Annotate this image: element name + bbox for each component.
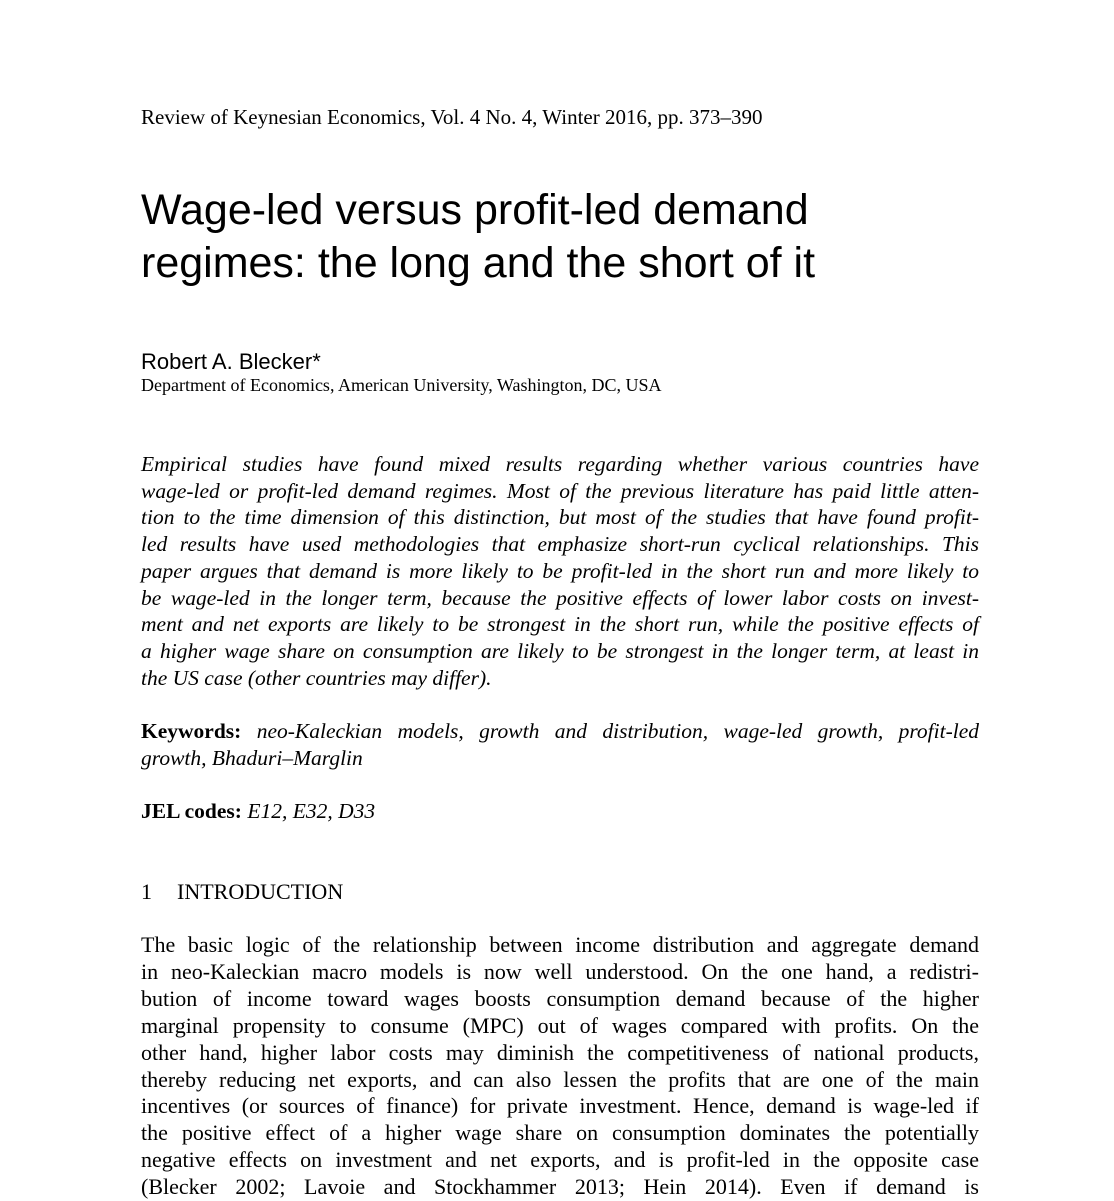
section-number: 1 <box>141 879 152 904</box>
abstract-line: wage-led or profit-led demand regimes. Most of the previous literature has paid little atten- <box>141 478 979 503</box>
body-line: the positive effect of a higher wage share on consumption dominates the potentially <box>141 1120 979 1146</box>
keywords-list-continued: growth, Bhaduri–Marglin <box>141 745 363 770</box>
body-line: other hand, higher labor costs may diminish the competitiveness of national products, <box>141 1039 979 1065</box>
abstract <box>141 451 979 691</box>
keywords-block <box>141 718 979 771</box>
body-line: in neo-Kaleckian macro models is now well understood. On the one hand, a redistri- <box>141 958 979 984</box>
jel-codes-block <box>141 798 375 825</box>
body-line: thereby reducing net exports, and can also lessen the profits that are one of the main <box>141 1066 979 1092</box>
jel-codes: E12, E32, D33 <box>247 799 376 823</box>
keywords-list: neo-Kaleckian models, growth and distribution, wage-led growth, profit-led <box>256 719 980 743</box>
journal-header: Review of Keynesian Economics, Vol. 4 No. 4, Winter 2016, pp. 373–390 <box>141 105 763 129</box>
abstract-line: ment and net exports are likely to be strongest in the short run, while the positive effects of <box>141 612 979 637</box>
body-line: The basic logic of the relationship between income distribution and aggregate demand <box>141 932 979 957</box>
author-name: Robert A. Blecker* <box>141 349 321 374</box>
body-line: (Blecker 2002; Lavoie and Stockhammer 2013; Hein 2014). Even if demand is <box>141 1174 979 1200</box>
body-line: negative effects on investment and net exports, and is profit-led in the opposite case <box>141 1147 979 1173</box>
author-affiliation: Department of Economics, American University, Washington, DC, USA <box>141 375 662 395</box>
title-line: regimes: the long and the short of it <box>141 239 816 287</box>
keywords-label: Keywords: <box>141 719 242 743</box>
abstract-line: paper argues that demand is more likely to be profit-led in the short run and more likely to <box>141 558 979 583</box>
body-line: incentives (or sources of finance) for private investment. Hence, demand is wage-led if <box>141 1093 979 1119</box>
abstract-line: the US case (other countries may differ). <box>141 665 492 690</box>
abstract-line: tion to the time dimension of this distinction, but most of the studies that have found profit- <box>141 505 979 530</box>
paper-title <box>141 184 979 290</box>
section-heading <box>141 878 343 906</box>
introduction-text <box>141 932 979 1201</box>
body-line: bution of income toward wages boosts consumption demand because of the higher <box>141 985 979 1011</box>
abstract-line: led results have used methodologies that emphasize short-run cyclical relationships. This <box>141 532 979 557</box>
abstract-line: Empirical studies have found mixed results regarding whether various countries have <box>141 452 979 476</box>
abstract-line: a higher wage share on consumption are likely to be strongest in the longer term, at least in <box>141 638 979 663</box>
title-line: Wage-led versus profit-led demand <box>141 186 809 234</box>
keywords-line <box>141 718 979 745</box>
body-line: marginal propensity to consume (MPC) out of wages compared with profits. On the <box>141 1012 979 1038</box>
section-title: INTRODUCTION <box>177 879 344 904</box>
abstract-line: be wage-led in the longer term, because the positive effects of lower labor costs on invest- <box>141 585 979 610</box>
jel-label: JEL codes: <box>141 799 242 823</box>
